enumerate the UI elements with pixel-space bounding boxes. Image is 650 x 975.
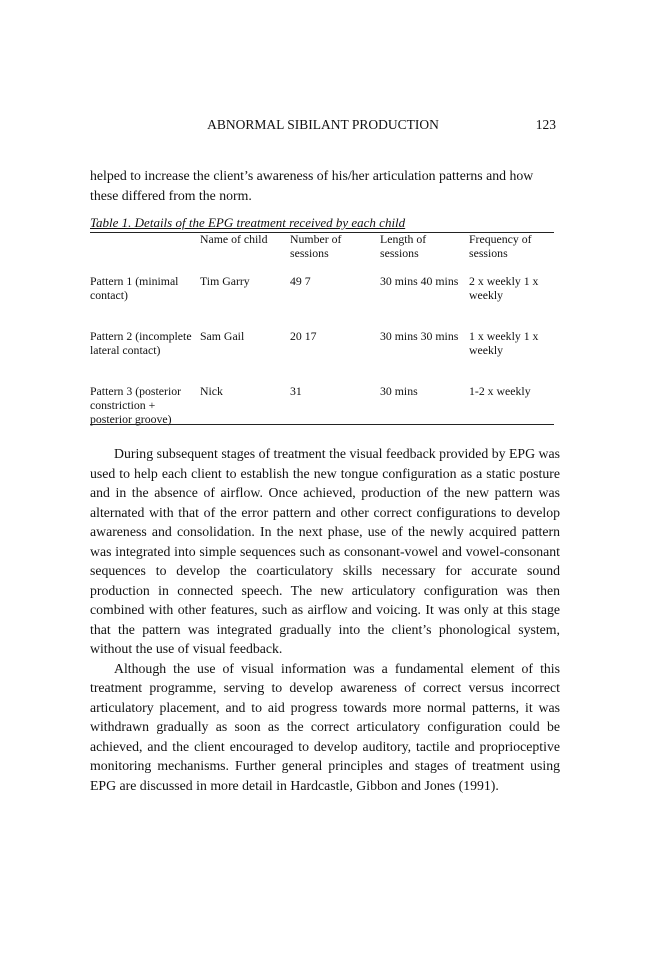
table-bottom-rule [90,424,554,425]
length-cell: 30 mins [380,384,418,398]
length-cell: 30 mins 40 mins [380,274,459,288]
header-cell-name: Name of child [200,232,268,246]
running-title: ABNORMAL SIBILANT PRODUCTION [207,117,439,132]
pattern-cell: Pattern 3 (posterior constriction + posterior groove) [90,384,182,426]
body-text [90,444,560,795]
header-cell-frequency: Frequency of sessions [469,232,532,260]
header-cell-length: Length of sessions [380,232,427,260]
table-header-row [90,232,554,262]
frequency-cell: 1-2 x weekly [469,384,531,398]
pattern-cell: Pattern 1 (minimal contact) [90,274,179,302]
pattern-cell: Pattern 2 (incomplete lateral contact) [90,329,192,357]
frequency-cell: 1 x weekly 1 x weekly [469,329,539,357]
name-cell: Tim Garry [200,274,250,288]
table-caption: Table 1. Details of the EPG treatment received by each child [90,215,554,233]
name-cell: Nick [200,384,223,398]
sessions-cell: 49 7 [290,274,311,288]
frequency-cell: 2 x weekly 1 x weekly [469,274,539,302]
running-header [90,117,556,137]
treatment-table [90,232,554,425]
name-cell: Sam Gail [200,329,245,343]
header-cell-number: Number of sessions [290,232,342,260]
body-paragraph: During subsequent stages of treatment the visual feedback provided by EPG was used to help each client to establish the new tongue configuration as a static posture and in the absence of airflow. Once achieved, production of the new pattern was alternated with that of the error pattern and other correct configurations to develop awareness and consolidation. In the next phase, use of the newly acquired pattern was integrated into simple sequences such as consonant-vowel and vowel-consonant sequences to develop the coarticulatory skills necessary for accurate sound production in connected speech. The new articulatory configuration was then combined with other features, such as airflow and voicing. It was only at this stage that the pattern was integrated gradually into the client’s phonological system, without the use of visual feedback. [90,446,560,656]
page-number: 123 [535,117,556,132]
length-cell: 30 mins 30 mins [380,329,459,343]
intro-paragraph: helped to increase the client’s awareness of his/her articulation patterns and how these differed from the norm. [90,168,534,203]
sessions-cell: 31 [290,384,302,398]
body-paragraph: Although the use of visual information was a fundamental element of this treatment programme, serving to develop awareness of correct versus incorrect articulatory placement, and to aid progress towards more normal patterns, it was withdrawn gradually as soon as the correct articulatory configuration could be achieved, and the client encouraged to develop auditory, tactile and proprioceptive monitoring mechanisms. Further general principles and stages of treatment using EPG are discussed in more detail in Hardcastle, Gibbon and Jones (1991). [90,660,560,793]
sessions-cell: 20 17 [290,329,317,343]
